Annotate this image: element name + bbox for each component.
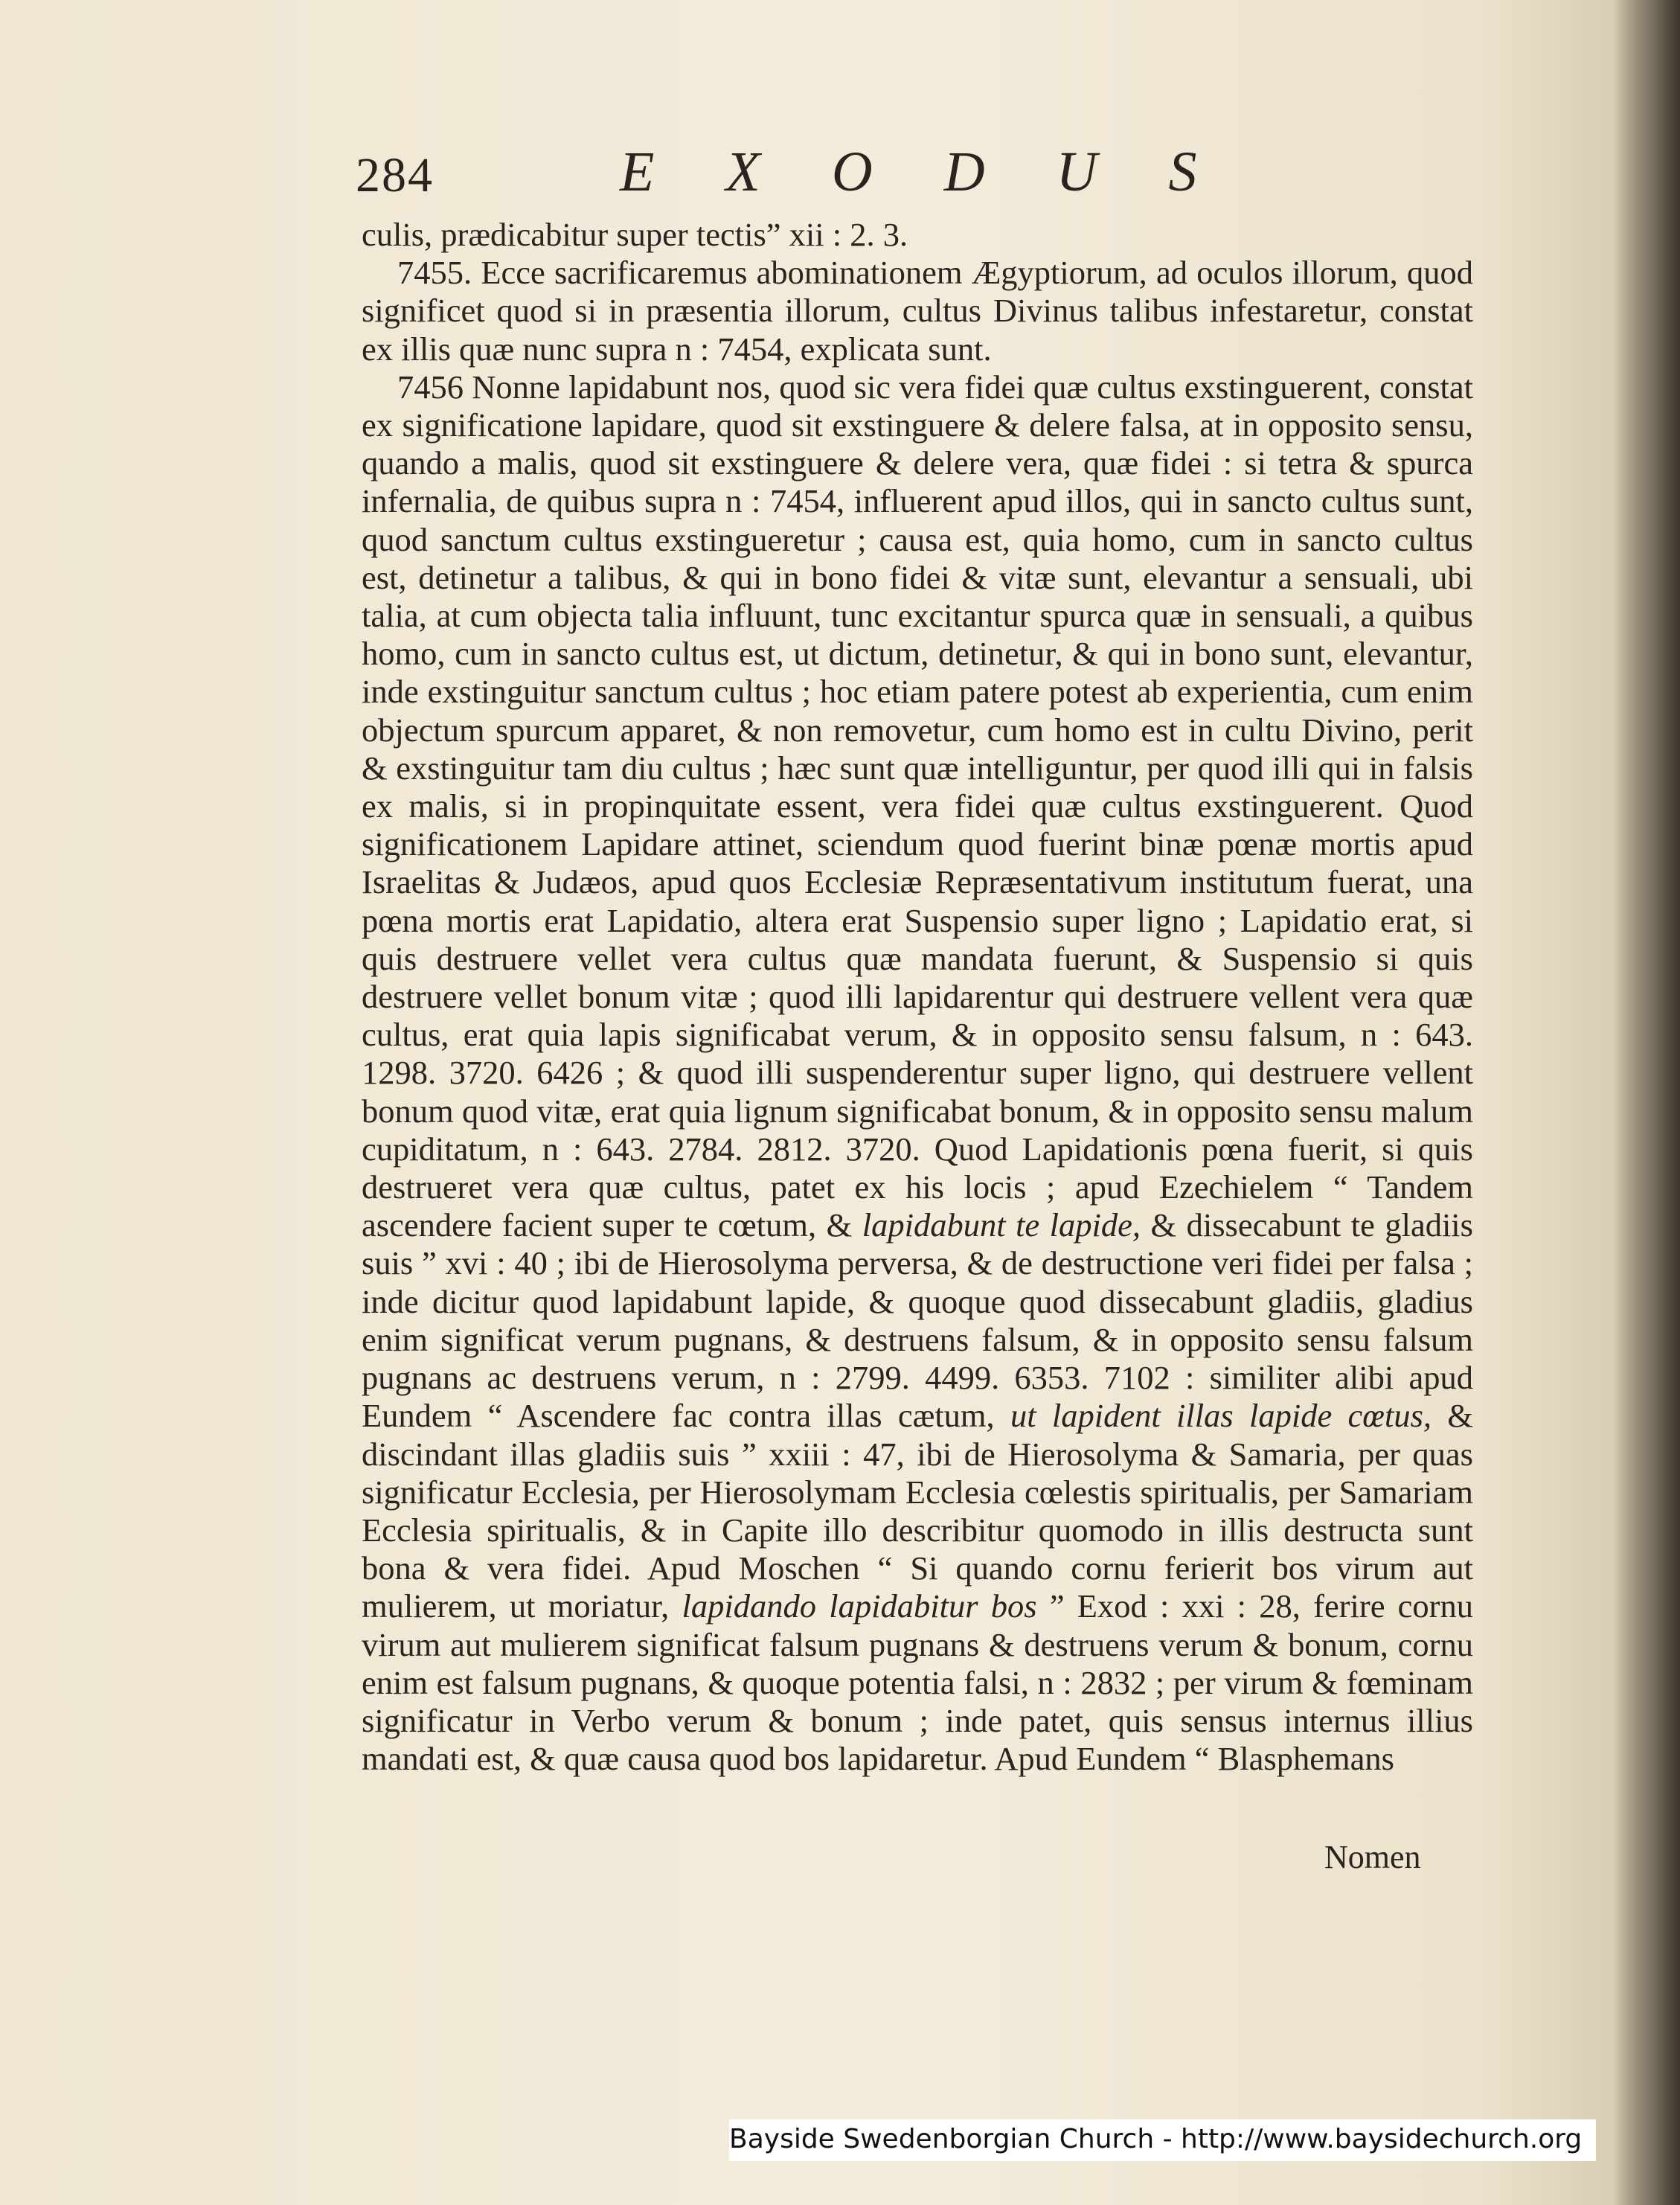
- paragraph-7456-text-2: & dissecabunt te gladiis suis ” xvi : 40 ; ibi de Hierosolyma perversa, & de destructione veri fidei per falsa ; inde dicitur quod lapidabunt lapide, & quoque quod dissecabunt gladiis, gladius enim significat verum pugnans, & destruens falsum, & in opposito sensu falsum pugnans ac destruens verum, n : 2799. 4499. 6353. 7102 : similiter alibi apud Eundem “ Ascendere fac contra illas cætum,: [362, 1206, 1473, 1435]
- running-title: EXODUS: [620, 141, 1269, 203]
- book-spine-shadow: [1613, 0, 1680, 2205]
- quotation-italic-2: ut lapident illas lapide cœtus,: [1010, 1397, 1432, 1435]
- paragraph-7456-text: 7456 Nonne lapidabunt nos, quod sic vera fidei quæ cultus exstinguerent, constat ex significatione lapidare, quod sit exstinguere & delere falsa, at in opposito sensu, quando a malis, quod sit exstinguere & delere vera, quæ fidei : si tetra & spurca infernalia, de quibus supra n : 7454, influerent apud illos, qui in sancto cultus sunt, quod sanctum cultus exstingueretur ; causa est, quia homo, cum in sancto cultus est, detinetur a talibus, & qui in bono fidei & vitæ sunt, elevantur a sensuali, ubi talia, at cum objecta talia influunt, tunc excitantur spurca quæ in sensuali, a quibus homo, cum in sancto cultus est, ut dictum, detinetur, & qui in bono sunt, elevantur, inde exstinguitur sanctum cultus ; hoc etiam patere potest ab experientia, cum enim objectum spurcum apparet, & non removetur, cum homo est in cultu Divino, perit & exstinguitur tam diu cultus ; hæc sunt quæ intelliguntur, per quod illi qui in falsis ex malis, si in propinquitate essent, vera fidei quæ cultus exstinguerent. Quod significationem Lapidare attinet, sciendum quod fuerint binæ pœnæ mortis apud Israelitas & Judæos, apud quos Ecclesiæ Repræsentativum institutum fuerat, una pœna mortis erat Lapidatio, altera erat Suspensio super ligno ; Lapidatio erat, si quis destruere vellet vera cultus quæ mandata fuerunt, & Suspensio si quis destruere vellet bonum vitæ ; quod illi lapidarentur qui destruere vellent vera quæ cultus, erat quia lapis significabat verum, & in opposito sensu falsum, n : 643. 1298. 3720. 6426 ; & quod illi suspenderentur super ligno, qui destruere vellent bonum quod vitæ, erat quia lignum significabat bonum, & in opposito sensu malum cupiditatum, n : 643. 2784. 2812. 3720. Quod Lapidationis pœna fuerit, si quis destrueret vera quæ cultus, patet ex his locis ; apud Ezechielem “ Tandem ascendere facient super te cœtum, &: [362, 368, 1473, 1244]
- quotation-italic-1: lapidabunt te lapide,: [862, 1206, 1141, 1244]
- body-text: [362, 216, 1473, 1778]
- page-number: 284: [356, 148, 434, 202]
- paragraph-7456-text-3: & discindant illas gladiis suis ” xxiii : 47, ibi de Hierosolyma & Samaria, per quas significatur Ecclesia, per Hierosolymam Ecclesia cœlestis spiritualis, per Samariam Ecclesia spiritualis, & in Capite illo describitur quomodo in illis destructa sunt bona & vera fidei. Apud Moschen “ Si quando cornu ferierit bos virum aut mulierem, ut moriatur,: [362, 1397, 1473, 1625]
- catchword: Nomen: [1324, 1839, 1421, 1875]
- paragraph-7456-text-4: ” Exod : xxi : 28, ferire cornu virum aut mulierem significat falsum pugnans & destruens verum & bonum, cornu enim est falsum pugnans, & quoque potentia falsi, n : 2832 ; per virum & fœminam significatur in Verbo verum & bonum ; inde patet, quis sensus internus illius mandati est, & quæ causa quod bos lapidaretur. Apud Eundem “ Blasphemans: [362, 1587, 1474, 1778]
- page-header: [356, 140, 1479, 207]
- watermark-text: Bayside Swedenborgian Church - http://www.baysidechurch.org: [729, 2124, 1583, 2154]
- quotation-italic-3: lapidando lapidabitur bos: [682, 1587, 1037, 1625]
- opening-line: culis, prædicabitur super tectis” xii : 2. 3.: [362, 216, 908, 253]
- paragraph-7456: [362, 368, 1473, 1779]
- paragraph-7455: 7455. Ecce sacrificaremus abominationem Ægyptiorum, ad oculos illorum, quod significet quod si in præsentia illorum, cultus Divinus talibus infestaretur, constat ex illis quæ nunc supra n : 7454, explicata sunt.: [362, 254, 1473, 368]
- watermark-banner: [729, 2119, 1596, 2161]
